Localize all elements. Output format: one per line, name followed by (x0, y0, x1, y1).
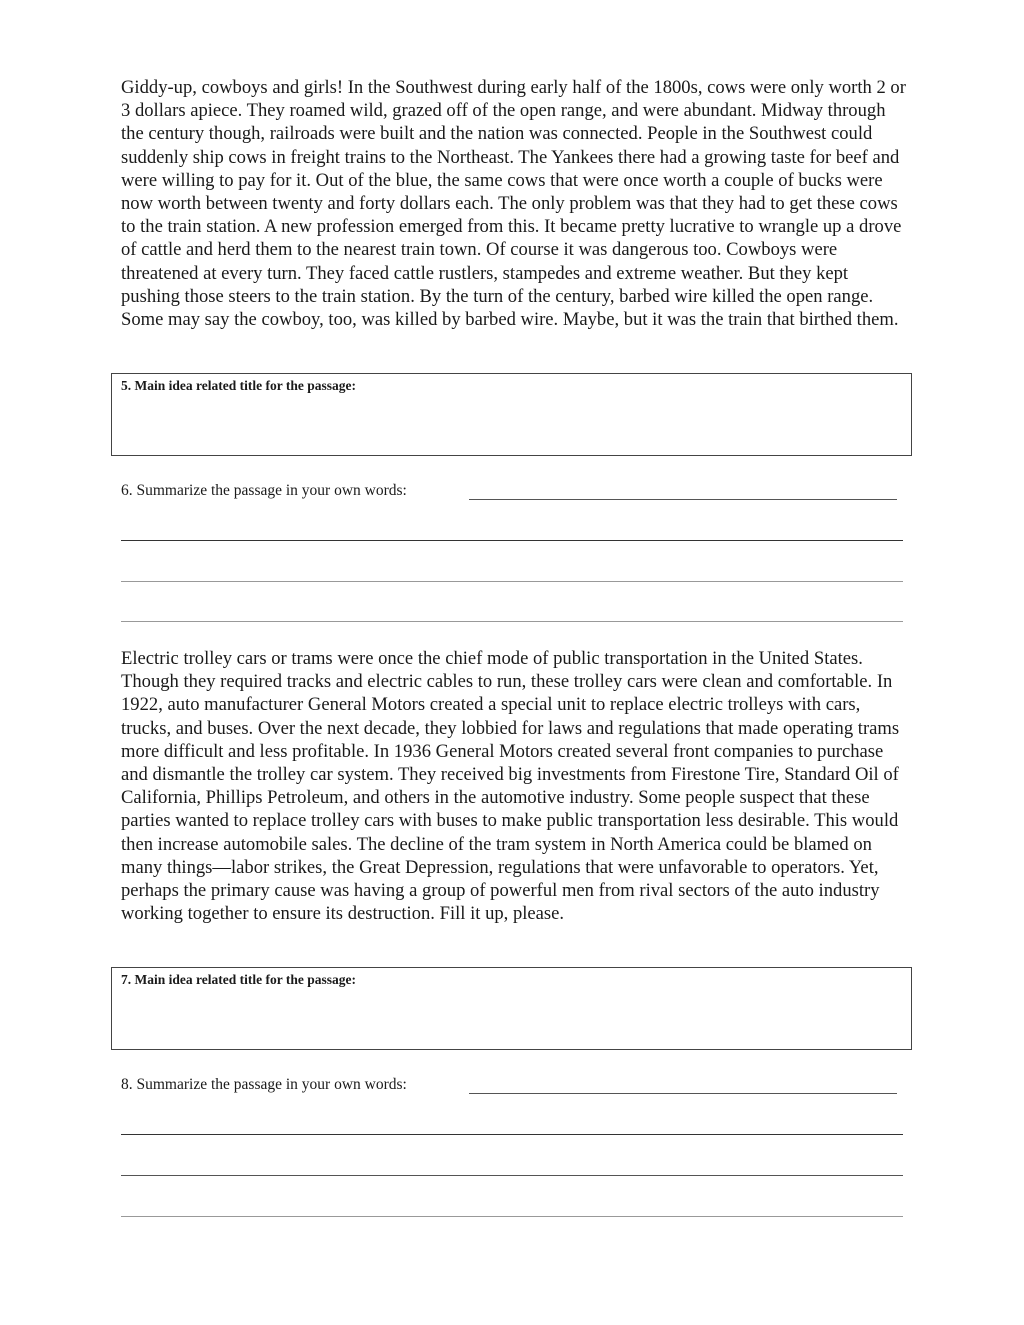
summary-question-8: 8. Summarize the passage in your own words: (121, 1076, 407, 1093)
summary-answer-line-6b[interactable] (121, 540, 903, 541)
summary-answer-line-8a[interactable] (469, 1093, 897, 1094)
summary-answer-line-8b[interactable] (121, 1134, 903, 1135)
summary-answer-line-8c[interactable] (121, 1175, 903, 1176)
title-question-7: 7. Main idea related title for the passage: (121, 972, 356, 987)
summary-question-6-row (121, 481, 901, 503)
summary-answer-line-6d[interactable] (121, 621, 903, 622)
summary-answer-line-8d[interactable] (121, 1216, 903, 1217)
title-question-5: 5. Main idea related title for the passage: (121, 378, 356, 393)
passage-cowboys: Giddy-up, cowboys and girls! In the Southwest during early half of the 1800s, cows were only worth 2 or 3 dollars apiece. They roamed wild, grazed off of the open range, and were abundant. Midway through the century though, railroads were built and the nation was connected. People in the Southwest could suddenly ship cows in freight trains to the Northeast. The Yankees there had a growing taste for beef and were willing to pay for it. Out of the blue, the same cows that were once worth a couple of bucks were now worth between twenty and forty dollars each. The only problem was that they had to get these cows to the train station. A new profession emerged from this. It became pretty lucrative to wrangle up a drove of cattle and herd them to the nearest train town. Of course it was dangerous too. Cowboys were threatened at every turn. They faced cattle rustlers, stampedes and extreme weather. But they kept pushing those steers to the train station. By the turn of the century, barbed wire killed the open range. Some may say the cowboy, too, was killed by barbed wire. Maybe, but it was the train that birthed them. (121, 77, 906, 331)
title-answer-box-5[interactable] (111, 373, 912, 456)
passage-trolley-cars: Electric trolley cars or trams were once the chief mode of public transportation in the United States. Though they required tracks and electric cables to run, these trolley cars were clean and comfortable. In 1922, auto manufacturer General Motors created a special unit to replace electric trolleys with cars, trucks, and buses. Over the next decade, they lobbied for laws and regulations that made operating trams more difficult and less profitable. In 1936 General Motors created several front companies to purchase and dismantle the trolley car system. They received big investments from Firestone Tire, Standard Oil of California, Phillips Petroleum, and others in the automotive industry. Some people suspect that these parties wanted to replace trolley cars with buses to make public transportation less desirable. This would then increase automobile sales. The decline of the tram system in North America could be blamed on many things—labor strikes, the Great Depression, regulations that were unfavorable to operators. Yet, perhaps the primary cause was having a group of powerful men from rival sectors of the auto industry working together to ensure its destruction. Fill it up, please. (121, 648, 900, 925)
summary-answer-line-6a[interactable] (469, 499, 897, 500)
title-answer-box-7[interactable] (111, 967, 912, 1050)
summary-answer-line-6c[interactable] (121, 581, 903, 582)
summary-question-8-row (121, 1075, 901, 1097)
summary-question-6: 6. Summarize the passage in your own words: (121, 482, 407, 499)
